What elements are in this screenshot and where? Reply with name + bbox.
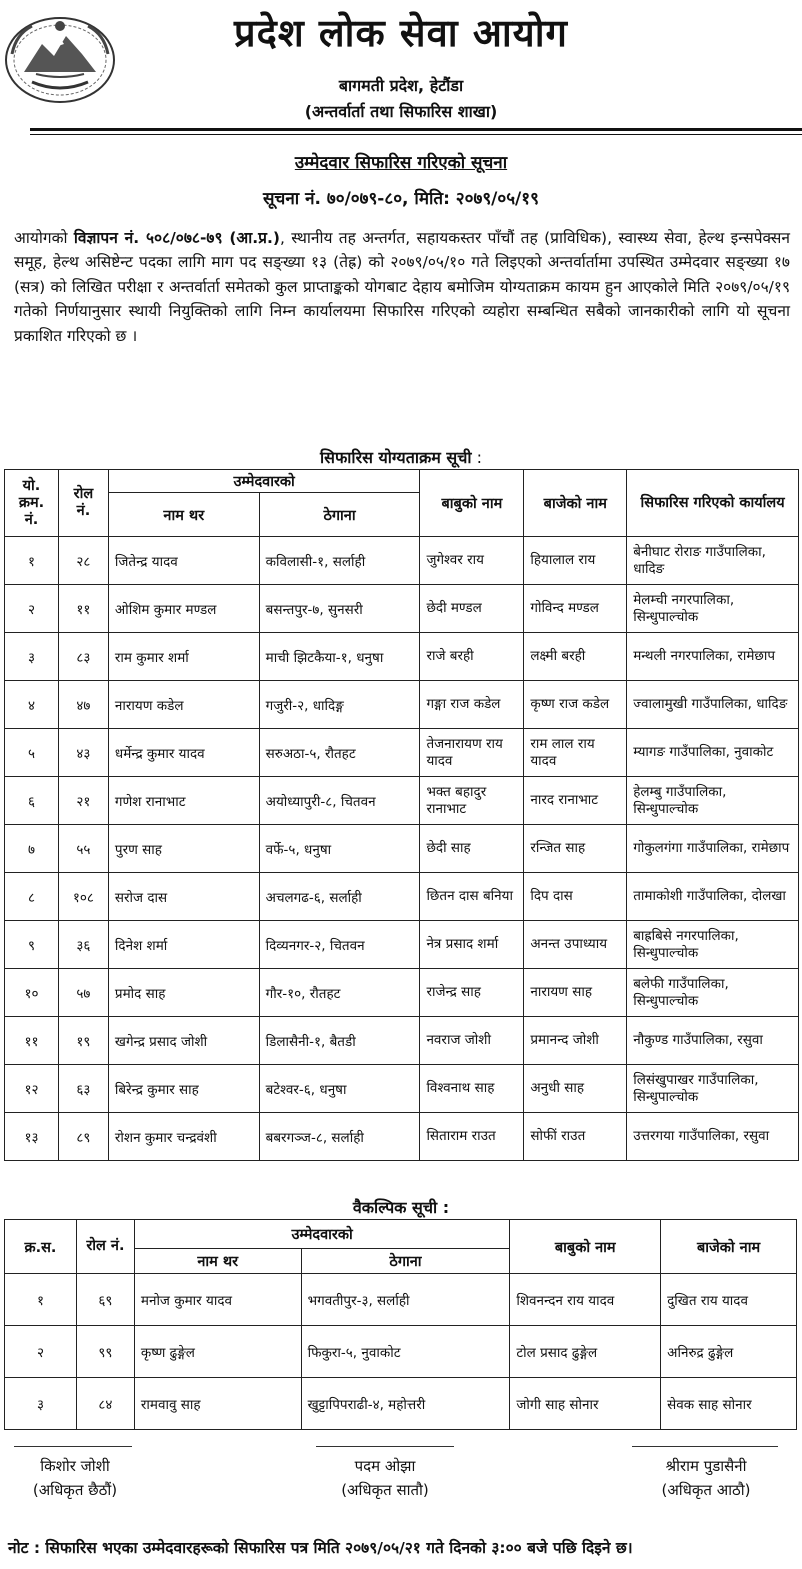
province-line: बागमती प्रदेश, हेटौंडा	[338, 76, 464, 95]
table-row	[5, 777, 799, 825]
cell-address: दिव्यनगर-२, चितवन	[259, 921, 420, 969]
cell-sn: ३	[5, 1378, 77, 1430]
cell-grandfather: कृष्ण राज कडेल	[524, 681, 627, 729]
alt-header-candidate: उम्मेदवारको	[134, 1220, 509, 1249]
cell-address: सरुअठा-५, रौतहट	[259, 729, 420, 777]
cell-grandfather: प्रमानन्द जोशी	[524, 1017, 627, 1065]
cell-father: राजे बरही	[420, 633, 524, 681]
table-row	[5, 585, 799, 633]
cell-roll: ८४	[76, 1378, 134, 1430]
cell-father: जुगेश्वर राय	[420, 537, 524, 585]
notice-body: आयोगको विज्ञापन नं. ५०८/०७८-७९ (आ.प्र.), स्थानीय तह अन्तर्गत, सहायकस्तर पाँचौं तह (प्राविधिक), स्वास्थ्य सेवा, हेल्थ इन्सपेक्सन समूह, हेल्थ असिष्टेन्ट पदका लागि माग पद सङ्ख्या १३ (तेह्र) को २०७९/०५/१० गते लिइएको अन्तर्वार्तामा उपस्थित उम्मेदवार सङ्ख्या १७ (सत्र) को लिखित परीक्षा र अन्तर्वार्ता समेतको कुल प्राप्ताङ्कको योगबाट देहाय बमोजिम योग्यताक्रम कायम हुन आएकोले मिति २०७९/०५/१९ गतेको निर्णयानुसार स्थायी नियुक्तिको लागि निम्न कार्यालयमा सिफारिस गरिएको व्यहोरा सम्बन्धित सबैको जानकारीको लागि यो सूचना प्रकाशित गरिएको छ ।	[14, 229, 790, 345]
organization-title: प्रदेश लोक सेवा आयोग	[234, 11, 568, 55]
header-grandfather: बाजेको नाम	[524, 470, 627, 537]
cell-name: प्रमोद साह	[108, 969, 259, 1017]
table-row	[5, 633, 799, 681]
cell-office: मेलम्ची नगरपालिका, सिन्धुपाल्चोक	[627, 585, 799, 633]
cell-name: राम कुमार शर्मा	[108, 633, 259, 681]
cell-office: म्यागङ गाउँपालिका, नुवाकोट	[627, 729, 799, 777]
merit-table	[4, 469, 799, 1161]
cell-address: गजुरी-२, धादिङ्ग	[259, 681, 420, 729]
cell-office: नौकुण्ड गाउँपालिका, रसुवा	[627, 1017, 799, 1065]
cell-name: दिनेश शर्मा	[108, 921, 259, 969]
cell-name: धर्मेन्द्र कुमार यादव	[108, 729, 259, 777]
cell-grandfather: नारद रानाभाट	[524, 777, 627, 825]
cell-grandfather: अनिरुद्र ढुङ्गेल	[661, 1326, 797, 1378]
header-father: बाबुको नाम	[420, 470, 524, 537]
cell-father: छेदी साह	[420, 825, 524, 873]
header-divider-thin	[30, 134, 802, 135]
cell-father: शिवनन्दन राय यादव	[510, 1274, 661, 1326]
alternate-list-title: वैकल्पिक सूची :	[352, 1198, 450, 1217]
cell-address: डिलासैनी-१, बैतडी	[259, 1017, 420, 1065]
cell-roll: ६९	[76, 1274, 134, 1326]
cell-sn: २	[5, 1326, 77, 1378]
cell-address: खुट्टापिपराढी-४, महोत्तरी	[301, 1378, 510, 1430]
cell-sn: ४	[5, 681, 59, 729]
cell-name: जितेन्द्र यादव	[108, 537, 259, 585]
cell-name: ओशिम कुमार मण्डल	[108, 585, 259, 633]
table-row	[5, 1326, 797, 1378]
table-row	[5, 921, 799, 969]
cell-name: नारायण कडेल	[108, 681, 259, 729]
cell-name: खगेन्द्र प्रसाद जोशी	[108, 1017, 259, 1065]
signatory-2	[310, 1454, 460, 1502]
cell-address: वर्फे-५, धनुषा	[259, 825, 420, 873]
header-name: नाम थर	[108, 493, 259, 537]
cell-grandfather: दुखित राय यादव	[661, 1274, 797, 1326]
table-row	[5, 1065, 799, 1113]
cell-name: गणेश रानाभाट	[108, 777, 259, 825]
alt-header-father: बाबुको नाम	[510, 1220, 661, 1274]
table-row	[5, 1378, 797, 1430]
cell-address: भगवतीपुर-३, सर्लाही	[301, 1274, 510, 1326]
cell-sn: ५	[5, 729, 59, 777]
alternate-table	[4, 1219, 797, 1430]
cell-grandfather: अनुधी साह	[524, 1065, 627, 1113]
cell-roll: ९९	[76, 1326, 134, 1378]
cell-father: तेजनारायण राय यादव	[420, 729, 524, 777]
cell-address: गौर-१०, रौतहट	[259, 969, 420, 1017]
cell-name: सरोज दास	[108, 873, 259, 921]
cell-father: छेदी मण्डल	[420, 585, 524, 633]
cell-grandfather: हियालाल राय	[524, 537, 627, 585]
header-sn: यो. क्रम. नं.	[5, 470, 59, 537]
table-row	[5, 681, 799, 729]
cell-sn: १०	[5, 969, 59, 1017]
cell-name: बिरेन्द्र कुमार साह	[108, 1065, 259, 1113]
signatory-title: (अधिकृत छैठौं)	[32, 1481, 118, 1499]
cell-address: बटेश्वर-६, धनुषा	[259, 1065, 420, 1113]
cell-office: तामाकोशी गाउँपालिका, दोलखा	[627, 873, 799, 921]
cell-grandfather: रन्जित साह	[524, 825, 627, 873]
signatory-1	[0, 1454, 150, 1502]
cell-roll: १०८	[58, 873, 108, 921]
cell-grandfather: लक्ष्मी बरही	[524, 633, 627, 681]
table-row	[5, 1017, 799, 1065]
cell-sn: १२	[5, 1065, 59, 1113]
footer-note: नोट : सिफारिस भएका उम्मेदवारहरूको सिफारिस पत्र मिति २०७९/०५/२१ गते दिनको ३:०० बजे पछि दिइने छ।	[8, 1539, 633, 1557]
branch-line: (अन्तर्वार्ता तथा सिफारिस शाखा)	[304, 102, 498, 121]
cell-grandfather: गोविन्द मण्डल	[524, 585, 627, 633]
cell-father: राजेन्द्र साह	[420, 969, 524, 1017]
cell-address: अचलगढ-६, सर्लाही	[259, 873, 420, 921]
cell-address: माची झिटकैया-१, धनुषा	[259, 633, 420, 681]
cell-address: अयोध्यापुरी-८, चितवन	[259, 777, 420, 825]
cell-office: गोकुलगंगा गाउँपालिका, रामेछाप	[627, 825, 799, 873]
table-row	[5, 1274, 797, 1326]
cell-father: नेत्र प्रसाद शर्मा	[420, 921, 524, 969]
cell-office: मन्थली नगरपालिका, रामेछाप	[627, 633, 799, 681]
header-address: ठेगाना	[259, 493, 420, 537]
header-office: सिफारिस गरिएको कार्यालय	[627, 470, 799, 537]
signatory-title: (अधिकृत सातौ)	[341, 1481, 429, 1499]
cell-father: सिताराम राउत	[420, 1113, 524, 1161]
cell-father: नवराज जोशी	[420, 1017, 524, 1065]
cell-roll: २८	[58, 537, 108, 585]
cell-office: लिसंखुपाखर गाउँपालिका, सिन्धुपाल्चोक	[627, 1065, 799, 1113]
table-row	[5, 1113, 799, 1161]
table-row	[5, 537, 799, 585]
alt-header-roll: रोल नं.	[76, 1220, 134, 1274]
cell-name: पुरण साह	[108, 825, 259, 873]
cell-address: फिकुरा-५, नुवाकोट	[301, 1326, 510, 1378]
cell-sn: ११	[5, 1017, 59, 1065]
cell-grandfather: नारायण साह	[524, 969, 627, 1017]
cell-office: हेलम्बु गाउँपालिका, सिन्धुपाल्चोक	[627, 777, 799, 825]
table-row	[5, 873, 799, 921]
cell-sn: ३	[5, 633, 59, 681]
cell-roll: ८३	[58, 633, 108, 681]
cell-grandfather: सेवक साह सोनार	[661, 1378, 797, 1430]
cell-office: उत्तरगया गाउँपालिका, रसुवा	[627, 1113, 799, 1161]
cell-sn: ७	[5, 825, 59, 873]
signatory-name: श्रीराम पुडासैनी	[665, 1457, 747, 1475]
cell-roll: ५७	[58, 969, 108, 1017]
advertisement-number: विज्ञापन नं. ५०८/०७८-७९ (आ.प्र.)	[73, 229, 280, 247]
cell-name: रामवावु साह	[134, 1378, 301, 1430]
notice-number: सूचना नं. ७०/०७९-८०, मिति: २०७९/०५/१९	[263, 189, 539, 209]
cell-roll: ६३	[58, 1065, 108, 1113]
table-row	[5, 729, 799, 777]
cell-father: गङ्गा राज कडेल	[420, 681, 524, 729]
header-candidate: उम्मेदवारको	[108, 470, 420, 493]
cell-address: बसन्तपुर-७, सुनसरी	[259, 585, 420, 633]
cell-sn: ६	[5, 777, 59, 825]
alt-header-sn: क्र.स.	[5, 1220, 77, 1274]
cell-grandfather: दिप दास	[524, 873, 627, 921]
signature-line	[316, 1446, 454, 1447]
cell-roll: २१	[58, 777, 108, 825]
cell-grandfather: अनन्त उपाध्याय	[524, 921, 627, 969]
signatory-name: किशोर जोशी	[40, 1457, 110, 1475]
cell-sn: ९	[5, 921, 59, 969]
cell-office: ज्वालामुखी गाउँपालिका, धादिङ	[627, 681, 799, 729]
cell-name: कृष्ण ढुङ्गेल	[134, 1326, 301, 1378]
alt-header-name: नाम थर	[134, 1249, 301, 1274]
signatory-3	[626, 1454, 786, 1502]
table-row	[5, 969, 799, 1017]
cell-father: जोगी साह सोनार	[510, 1378, 661, 1430]
cell-sn: १	[5, 1274, 77, 1326]
cell-roll: ५५	[58, 825, 108, 873]
cell-sn: १	[5, 537, 59, 585]
cell-father: छितन दास बनिया	[420, 873, 524, 921]
cell-sn: ८	[5, 873, 59, 921]
cell-office: बेनीघाट रोराङ गाउँपालिका, धादिङ	[627, 537, 799, 585]
signatory-title: (अधिकृत आठौ)	[661, 1481, 751, 1499]
cell-grandfather: सोफीं राउत	[524, 1113, 627, 1161]
cell-sn: १३	[5, 1113, 59, 1161]
cell-father: टोल प्रसाद ढुङ्गेल	[510, 1326, 661, 1378]
cell-roll: ११	[58, 585, 108, 633]
cell-name: मनोज कुमार यादव	[134, 1274, 301, 1326]
alt-header-address: ठेगाना	[301, 1249, 510, 1274]
cell-address: कविलासी-१, सर्लाही	[259, 537, 420, 585]
table-row	[5, 825, 799, 873]
cell-roll: १९	[58, 1017, 108, 1065]
cell-office: बाह्रबिसे नगरपालिका, सिन्धुपाल्चोक	[627, 921, 799, 969]
cell-roll: ३६	[58, 921, 108, 969]
cell-name: रोशन कुमार चन्द्रवंशी	[108, 1113, 259, 1161]
cell-roll: ४७	[58, 681, 108, 729]
signatory-name: पदम ओझा	[354, 1457, 416, 1475]
cell-roll: ८९	[58, 1113, 108, 1161]
cell-sn: २	[5, 585, 59, 633]
notice-title: उम्मेदवार सिफारिस गरिएको सूचना	[294, 153, 508, 173]
merit-list-title: सिफारिस योग्यताक्रम सूची :	[319, 448, 482, 467]
cell-father: विश्वनाथ साह	[420, 1065, 524, 1113]
cell-father: भक्त बहादुर रानाभाट	[420, 777, 524, 825]
signature-line	[632, 1446, 778, 1447]
cell-grandfather: राम लाल राय यादव	[524, 729, 627, 777]
cell-office: बलेफी गाउँपालिका, सिन्धुपाल्चोक	[627, 969, 799, 1017]
header-divider	[30, 128, 802, 131]
header-roll: रोल नं.	[58, 470, 108, 537]
cell-address: बबरगञ्ज-८, सर्लाही	[259, 1113, 420, 1161]
alt-header-grandfather: बाजेको नाम	[661, 1220, 797, 1274]
cell-roll: ४३	[58, 729, 108, 777]
signature-line	[14, 1446, 132, 1447]
